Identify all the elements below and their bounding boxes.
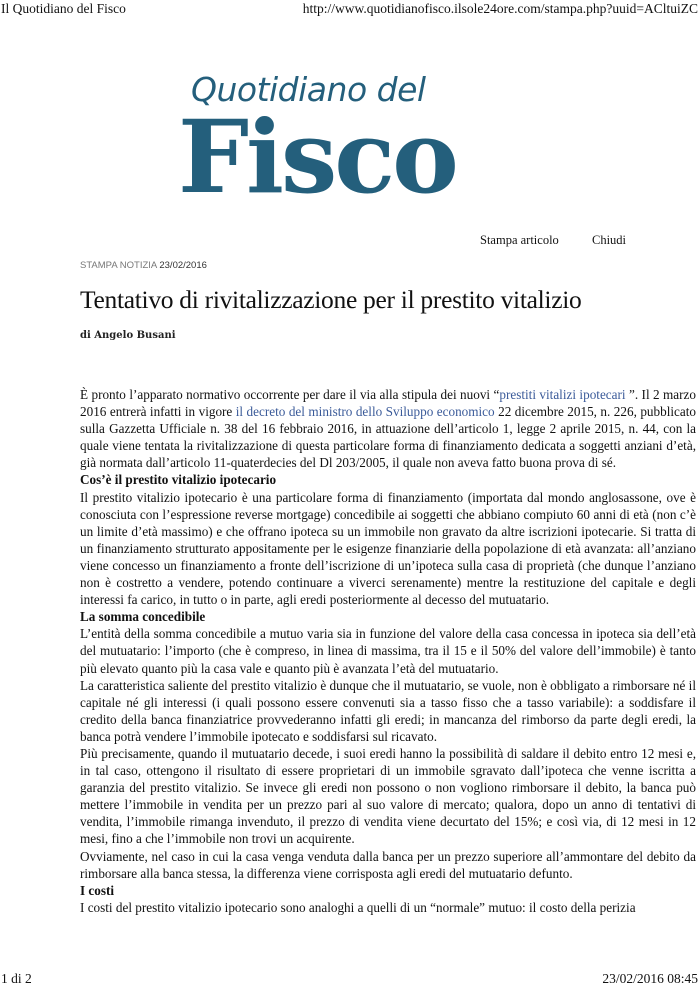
body-paragraph: L’entità della somma concedibile a mutuo varia sia in funzione del valore della casa concessa in ipoteca sia dell’età del mutuatario: l’importo (che è compreso, in linea di massima, tra il 15 e il 50% del valore dell’immobile) è tanto più elevato quanto più la casa vale e quanto più è avanzata l’età del mutuatario. (80, 626, 696, 676)
article-meta (80, 260, 207, 271)
article-author: di Angelo Busani (80, 330, 176, 341)
body-paragraph: La caratteristica saliente del prestito vitalizio è dunque che il mutuatario, se vuole, non è obbligato a rimborsare né il capitale né gli interessi (i quali possono essere convenuti sia a tasso fisso che a tasso variabile): a soddisfare il credito della banca finanziatrice provvederanno infatti gli eredi; in mancanza del rimborso da parte degli eredi, la banca potrà vendere l’immobile ipotecato e soddisfarsi sul ricavato. (80, 677, 696, 744)
prestiti-vitalizi-link[interactable]: prestiti vitalizi ipotecari (499, 387, 626, 402)
section-label: STAMPA NOTIZIA (80, 260, 157, 271)
logo-subtitle: Quotidiano del (191, 70, 426, 109)
page-url: http://www.quotidianofisco.ilsole24ore.com/stampa.php?uuid=ACltuiZC (302, 1, 698, 16)
page-number: 1 di 2 (1, 971, 32, 986)
section-heading: La somma concedibile (80, 609, 206, 625)
article-date: 23/02/2016 (159, 260, 207, 271)
article-title: Tentativo di rivitalizzazione per il prestito vitalizio (80, 285, 582, 314)
intro-paragraph: È pronto l’apparato normativo occorrente per dare il via alla stipula dei nuovi “prestiti vitalizi ipotecari ”. Il 2 marzo 2016 entrerà infatti in vigore il decreto del ministro dello Sviluppo economico 22 dicembre 2015, n. 226, pubblicato sulla Gazzetta Ufficiale n. 38 del 16 febbraio 2016, in attuazione dell’articolo 1, legge 2 aprile 2015, n. 44, con la quale viene tentata la rivitalizzazione di questa particolare forma di finanziamento dedicata a soggetti anziani d’età, già normata dall’articolo 11-quaterdecies del Dl 203/2005, il quale non aveva fatto buona prova di sé. (80, 387, 697, 471)
decreto-ministro-link[interactable]: il decreto del ministro dello Sviluppo economico (235, 404, 495, 420)
print-article-link[interactable]: Stampa articolo (480, 233, 559, 247)
body-paragraph: Il prestito vitalizio ipotecario è una particolare forma di finanziamento (importata dal mondo anglosassone, ove è conosciuta con l’espressione reverse mortgage) concedibile ai soggetti che abbiano compiuto 60 anni di età (non c’è un limite d’età massimo) e che offrano ipoteca su un immobile non gravato da altre iscrizioni ipotecarie. Si tratta di un finanziamento strutturato appositamente per le esigenze finanziarie della popolazione di età avanzata: all’anziano viene concesso un finanziamento a fronte dell’iscrizione di un’ipoteca sulla casa di proprietà (che dunque l’anziano non è costretto a vendere, potendo continuare a viverci serenamente) mentre la restituzione del capitale e degli interessi fa carico, in tutto o in parte, agli eredi posteriormente al decesso del mutuatario. (80, 489, 696, 608)
section-heading: Cos’è il prestito vitalizio ipotecario (80, 472, 277, 488)
logo-title: Fisco (178, 98, 456, 216)
body-paragraph: Ovviamente, nel caso in cui la casa venga venduta dalla banca per un prezzo superiore all’ammontare del debito da rimborsare alla banca stessa, la differenza viene corrisposta agli eredi del mutuatario defunto. (80, 848, 696, 881)
browser-page-title: Il Quotidiano del Fisco (1, 1, 126, 16)
section-heading: I costi (80, 882, 115, 898)
body-paragraph: Più precisamente, quando il mutuatario decede, i suoi eredi hanno la possibilità di saldare il debito entro 12 mesi e, in tal caso, ottengono il risultato di essere proprietari di un immobile sgravato dall’ipoteca che venne iscritta a garanzia del prestito vitalizio. Se invece gli eredi non possono o non vogliono rimborsare il debito, la banca può mettere l’immobile in vendita per un prezzo pari al suo valore di mercato; qualora, dopo un anno di tentativi di vendita, l’immobile rimanga invenduto, il prezzo di vendita viene decurtato del 15%; e così via, di 12 mesi in 12 mesi, fino a che l’immobile non trovi un acquirente. (80, 745, 696, 847)
close-link[interactable]: Chiudi (592, 233, 627, 247)
body-paragraph: I costi del prestito vitalizio ipotecario sono analoghi a quelli di un “normale” mutuo: il costo della perizia (80, 899, 636, 915)
article-body (80, 386, 696, 916)
print-datetime: 23/02/2016 08:45 (602, 971, 698, 986)
